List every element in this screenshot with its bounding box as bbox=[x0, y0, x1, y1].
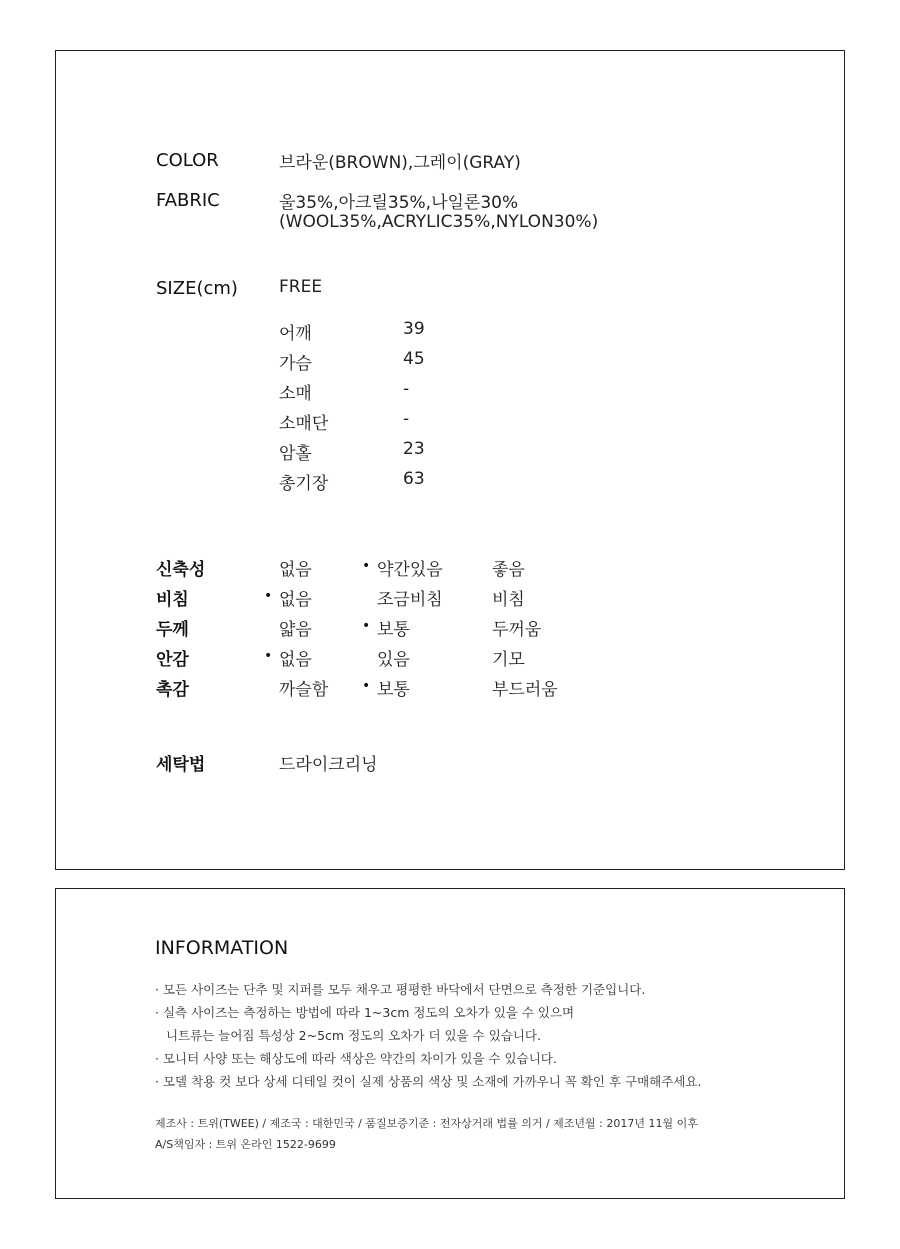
measure-value-chest: 45 bbox=[403, 349, 425, 369]
info-line: 니트류는 늘어짐 특성상 2~5cm 정도의 오차가 더 있을 수 있습니다. bbox=[166, 1028, 541, 1043]
color-label: COLOR bbox=[156, 150, 219, 171]
size-value: FREE bbox=[279, 277, 323, 297]
property-label-lining: 안감 bbox=[156, 650, 189, 670]
property-option: 까슬함 bbox=[279, 680, 329, 700]
property-option-selected: 보통 bbox=[377, 680, 410, 700]
measure-value-cuff: - bbox=[403, 409, 410, 429]
measure-name-chest: 가슴 bbox=[279, 354, 312, 374]
info-line: · 모든 사이즈는 단추 및 지퍼를 모두 채우고 평평한 바닥에서 단면으로 측정한 기준입니다. bbox=[155, 982, 646, 997]
information-title: INFORMATION bbox=[155, 937, 289, 959]
measure-name-cuff: 소매단 bbox=[279, 414, 329, 434]
property-option: 기모 bbox=[492, 650, 525, 670]
measure-value-shoulder: 39 bbox=[403, 319, 425, 339]
property-option-selected: 없음 bbox=[279, 650, 312, 670]
info-line: · 모델 착용 컷 보다 상세 디테일 컷이 실제 상품의 색상 및 소재에 가까우니 꼭 확인 후 구매해주세요. bbox=[155, 1074, 702, 1089]
measure-name-shoulder: 어깨 bbox=[279, 324, 312, 344]
information-panel bbox=[55, 888, 845, 1199]
product-spec-panel bbox=[55, 50, 845, 870]
wash-value: 드라이크리닝 bbox=[279, 755, 378, 775]
property-label-texture: 촉감 bbox=[156, 680, 189, 700]
measure-name-sleeve: 소매 bbox=[279, 384, 312, 404]
property-option: 없음 bbox=[279, 560, 312, 580]
selected-bullet-icon: • bbox=[362, 678, 371, 694]
fabric-value-korean: 울35%,아크릴35%,나일론30% bbox=[279, 193, 519, 213]
measure-name-armhole: 암홀 bbox=[279, 444, 312, 464]
fabric-label: FABRIC bbox=[156, 190, 220, 211]
property-label-thickness: 두께 bbox=[156, 620, 189, 640]
manufacturer-info: 제조사 : 트위(TWEE) / 제조국 : 대한민국 / 품질보증기준 : 전자상거래 법률 의거 / 제조년월 : 2017년 11월 이후 bbox=[155, 1117, 698, 1130]
property-option-selected: 약간있음 bbox=[377, 560, 443, 580]
property-label-stretch: 신축성 bbox=[156, 560, 206, 580]
measure-value-total-length: 63 bbox=[403, 469, 425, 489]
wash-label: 세탁법 bbox=[156, 755, 206, 775]
property-option-selected: 없음 bbox=[279, 590, 312, 610]
selected-bullet-icon: • bbox=[362, 618, 371, 634]
property-option: 비침 bbox=[492, 590, 525, 610]
property-option: 부드러움 bbox=[492, 680, 558, 700]
info-line: · 모니터 사양 또는 해상도에 따라 색상은 약간의 차이가 있을 수 있습니다. bbox=[155, 1051, 557, 1066]
as-contact-info: A/S책임자 : 트위 온라인 1522-9699 bbox=[155, 1138, 336, 1151]
fabric-value-english: (WOOL35%,ACRYLIC35%,NYLON30%) bbox=[279, 212, 599, 232]
selected-bullet-icon: • bbox=[264, 588, 273, 604]
measure-value-armhole: 23 bbox=[403, 439, 425, 459]
size-label: SIZE(cm) bbox=[156, 278, 238, 299]
property-option: 조금비침 bbox=[377, 590, 443, 610]
property-option-selected: 보통 bbox=[377, 620, 410, 640]
measure-value-sleeve: - bbox=[403, 379, 410, 399]
measure-name-total-length: 총기장 bbox=[279, 474, 329, 494]
selected-bullet-icon: • bbox=[362, 558, 371, 574]
selected-bullet-icon: • bbox=[264, 648, 273, 664]
property-option: 얇음 bbox=[279, 620, 312, 640]
property-option: 좋음 bbox=[492, 560, 525, 580]
info-line: · 실측 사이즈는 측정하는 방법에 따라 1~3cm 정도의 오차가 있을 수 있으며 bbox=[155, 1005, 575, 1020]
color-value: 브라운(BROWN),그레이(GRAY) bbox=[279, 153, 521, 173]
property-option: 두꺼움 bbox=[492, 620, 542, 640]
property-label-sheerness: 비침 bbox=[156, 590, 189, 610]
property-option: 있음 bbox=[377, 650, 410, 670]
